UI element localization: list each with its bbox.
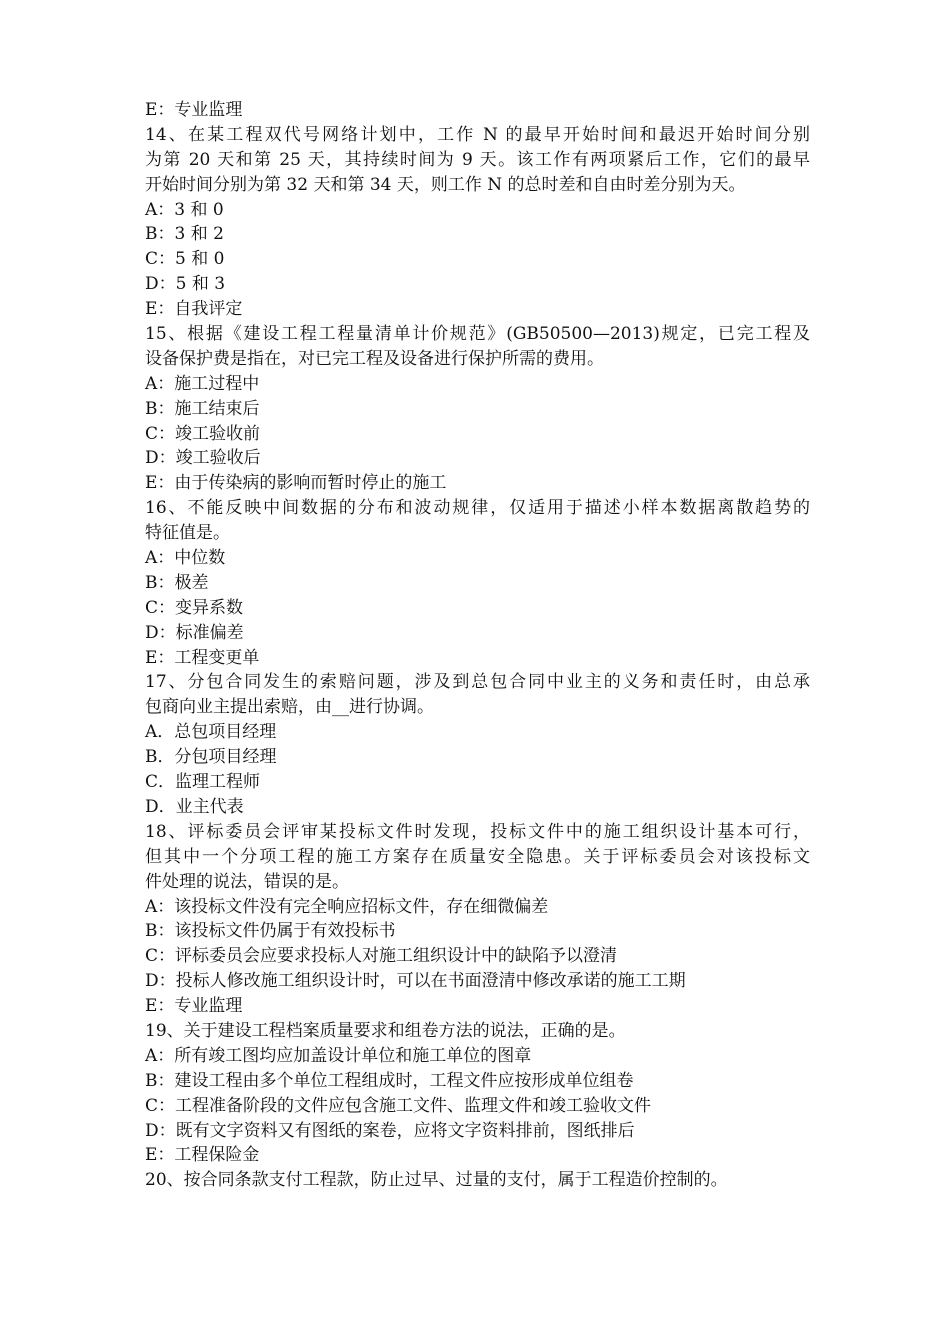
text-line: A：3 和 0 — [145, 199, 224, 220]
text-line: 16、不能反映中间数据的分布和波动规律，仅适用于描述小样本数据离散趋势的 — [145, 498, 810, 519]
text-line: E：工程保险金 — [145, 1145, 260, 1166]
text-line: A．总包项目经理 — [145, 722, 277, 743]
text-line: B：施工结束后 — [145, 398, 260, 419]
text-line: C：竣工验收前 — [145, 423, 261, 444]
text-line: B．分包项目经理 — [145, 747, 277, 768]
text-line: 开始时间分别为第 32 天和第 34 天，则工作 N 的总时差和自由时差分别为天。 — [145, 174, 746, 195]
text-line: C．监理工程师 — [145, 772, 261, 793]
text-line: C：评标委员会应要求投标人对施工组织设计中的缺陷予以澄清 — [145, 946, 618, 967]
text-line: D：竣工验收后 — [145, 448, 261, 469]
text-line: C：变异系数 — [145, 597, 244, 618]
text-line: 为第 20 天和第 25 天，其持续时间为 9 天。该工作有两项紧后工作，它们的最早 — [145, 149, 810, 170]
text-line: 包商向业主提出索赔，由__进行协调。 — [145, 697, 434, 718]
text-line: C：工程准备阶段的文件应包含施工文件、监理文件和竣工验收文件 — [145, 1095, 652, 1116]
text-line: D：既有文字资料又有图纸的案卷，应将文字资料排前，图纸排后 — [145, 1120, 635, 1141]
text-line: B：建设工程由多个单位工程组成时，工程文件应按形成单位组卷 — [145, 1070, 634, 1091]
text-line: 15、根据《建设工程工程量清单计价规范》(GB50500—2013)规定，已完工程及 — [145, 324, 810, 345]
text-line: A：该投标文件没有完全响应招标文件，存在细微偏差 — [145, 896, 549, 917]
text-line: 14、在某工程双代号网络计划中，工作 N 的最早开始时间和最迟开始时间分别 — [145, 124, 810, 145]
text-line: B：极差 — [145, 572, 209, 593]
text-line: 19、关于建设工程档案质量要求和组卷方法的说法，正确的是。 — [145, 1020, 626, 1041]
text-line: D．业主代表 — [145, 796, 244, 817]
text-line: 特征值是。 — [145, 523, 230, 544]
text-line: E：专业监理 — [145, 100, 243, 120]
text-line: B：该投标文件仍属于有效投标书 — [145, 921, 396, 942]
text-line: E：自我评定 — [145, 299, 243, 320]
text-line: A：中位数 — [145, 548, 226, 569]
text-line: E：工程变更单 — [145, 647, 260, 668]
text-line: E：专业监理 — [145, 996, 243, 1017]
text-line: 17、分包合同发生的索赔问题，涉及到总包合同中业主的义务和责任时，由总承 — [145, 672, 810, 693]
text-line: D：标准偏差 — [145, 622, 244, 643]
text-line: D：投标人修改施工组织设计时，可以在书面澄清中修改承诺的施工工期 — [145, 971, 686, 992]
text-line: D：5 和 3 — [145, 274, 226, 295]
text-line: 件处理的说法，错误的是。 — [145, 871, 349, 892]
text-line: B：3 和 2 — [145, 224, 224, 245]
text-line: E：由于传染病的影响而暂时停止的施工 — [145, 473, 447, 494]
text-line: A：施工过程中 — [145, 373, 260, 394]
text-line: 20、按合同条款支付工程款，防止过早、过量的支付，属于工程造价控制的。 — [145, 1170, 728, 1191]
text-line: 但其中一个分项工程的施工方案存在质量安全隐患。关于评标委员会对该投标文 — [145, 846, 810, 867]
document-body — [145, 98, 810, 1193]
text-line: A：所有竣工图均应加盖设计单位和施工单位的图章 — [145, 1045, 532, 1066]
text-line: 18、评标委员会评审某投标文件时发现，投标文件中的施工组织设计基本可行， — [145, 821, 810, 842]
text-line: C：5 和 0 — [145, 249, 225, 270]
text-line: 设备保护费是指在，对已完工程及设备进行保护所需的费用。 — [145, 348, 604, 369]
